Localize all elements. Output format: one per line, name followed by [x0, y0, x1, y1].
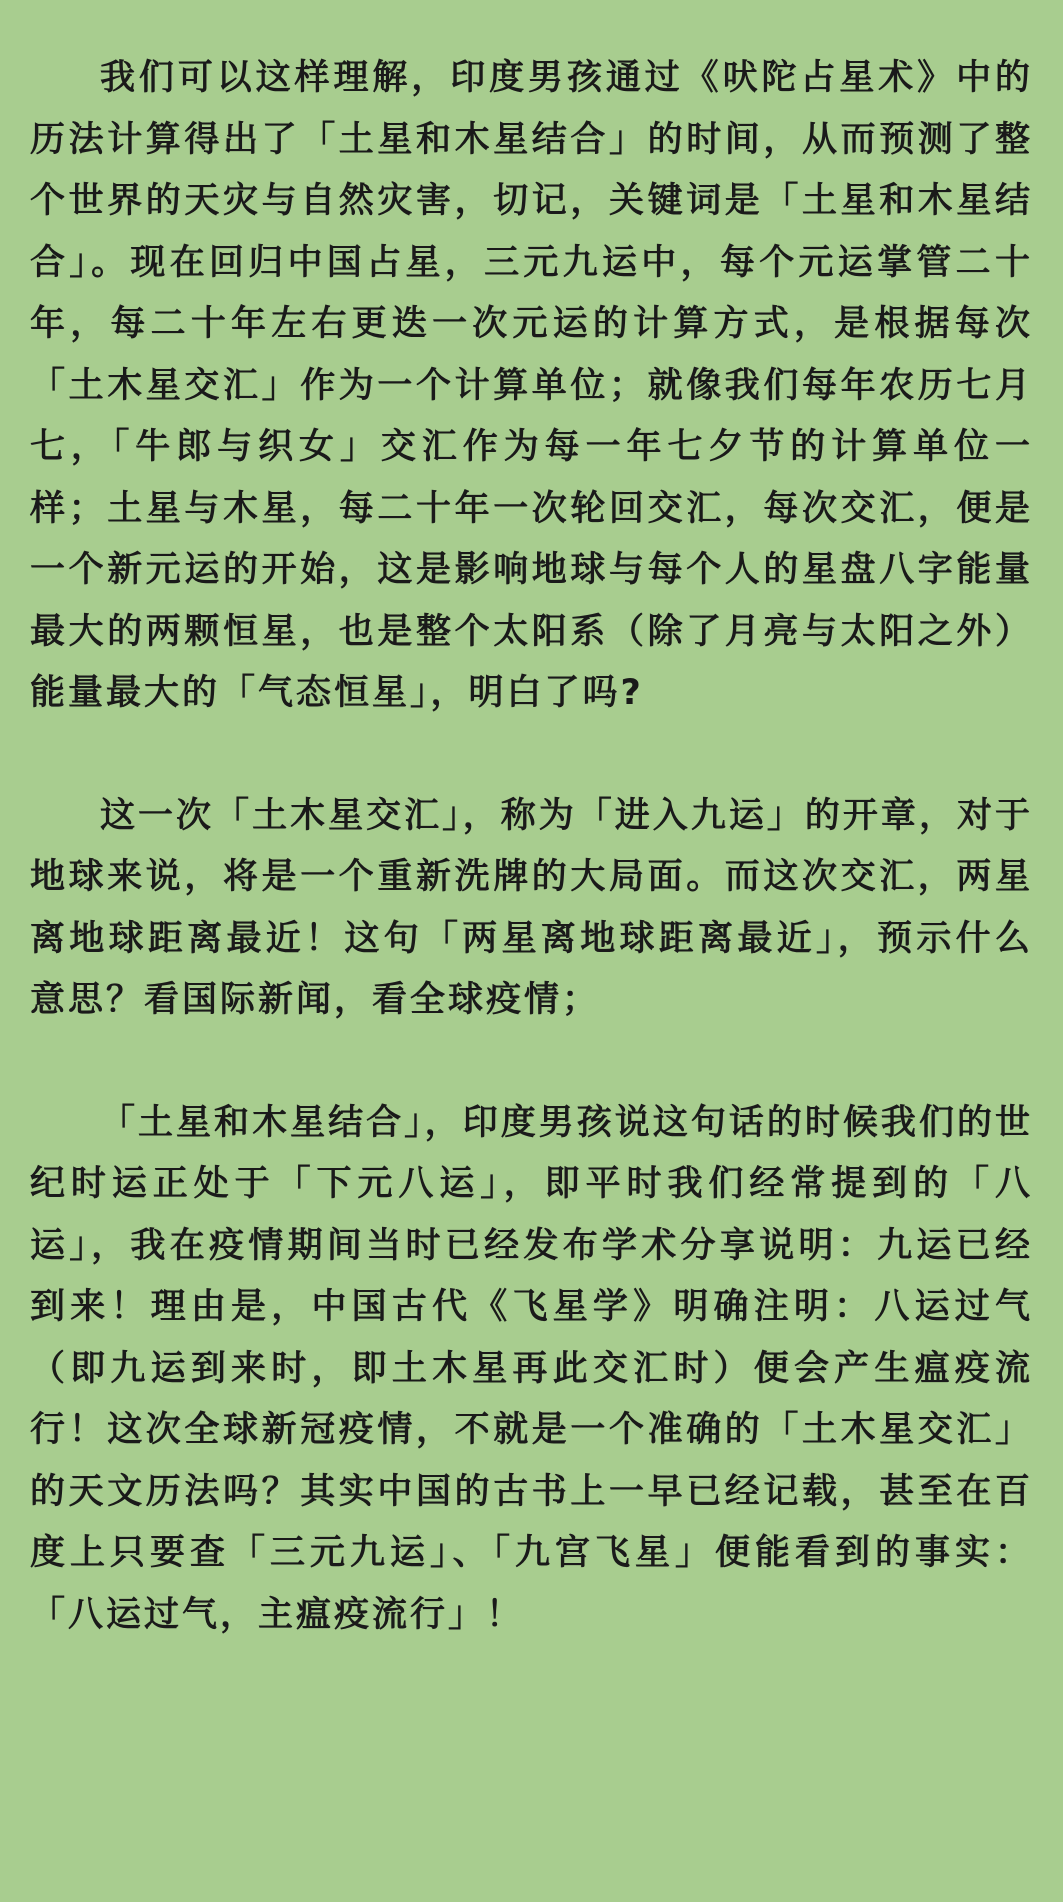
- paragraph-3: 「土星和木星结合」，印度男孩说这句话的时候我们的世纪时运正处于「下元八运」，即平时我们经常提到的「八运」，我在疫情期间当时已经发布学术分享说明：九运已经到来！理由是，中国古代《飞星学》明确注明：八运过气（即九运到来时，即土木星再此交汇时）便会产生瘟疫流行！这次全球新冠疫情，不就是一个准确的「土木星交汇」的天文历法吗？其实中国的古书上一早已经记载，甚至在百度上只要查「三元九运」、「九宫飞星」便能看到的事实：「八运过气，主瘟疫流行」！: [30, 1102, 1033, 1635]
- paragraph-2: 这一次「土木星交汇」，称为「进入九运」的开章，对于地球来说，将是一个重新洗牌的大局面。而这次交汇，两星离地球距离最近！这句「两星离地球距离最近」，预示什么意思？看国际新闻，看全球疫情；: [30, 795, 1033, 1020]
- article-body: [30, 48, 1033, 1646]
- paragraph-gap: [30, 725, 1033, 786]
- paragraph-gap: [30, 1032, 1033, 1093]
- paragraph-1: 我们可以这样理解，印度男孩通过《吠陀占星术》中的历法计算得出了「土星和木星结合」的时间，从而预测了整个世界的天灾与自然灾害，切记，关键词是「土星和木星结合」。现在回归中国占星，三元九运中，每个元运掌管二十年，每二十年左右更迭一次元运的计算方式，是根据每次「土木星交汇」作为一个计算单位；就像我们每年农历七月七，「牛郎与织女」交汇作为每一年七夕节的计算单位一样；土星与木星，每二十年一次轮回交汇，每次交汇，便是一个新元运的开始，这是影响地球与每个人的星盘八字能量最大的两颗恒星，也是整个太阳系（除了月亮与太阳之外）能量最大的「气态恒星」，明白了吗?: [30, 58, 1033, 713]
